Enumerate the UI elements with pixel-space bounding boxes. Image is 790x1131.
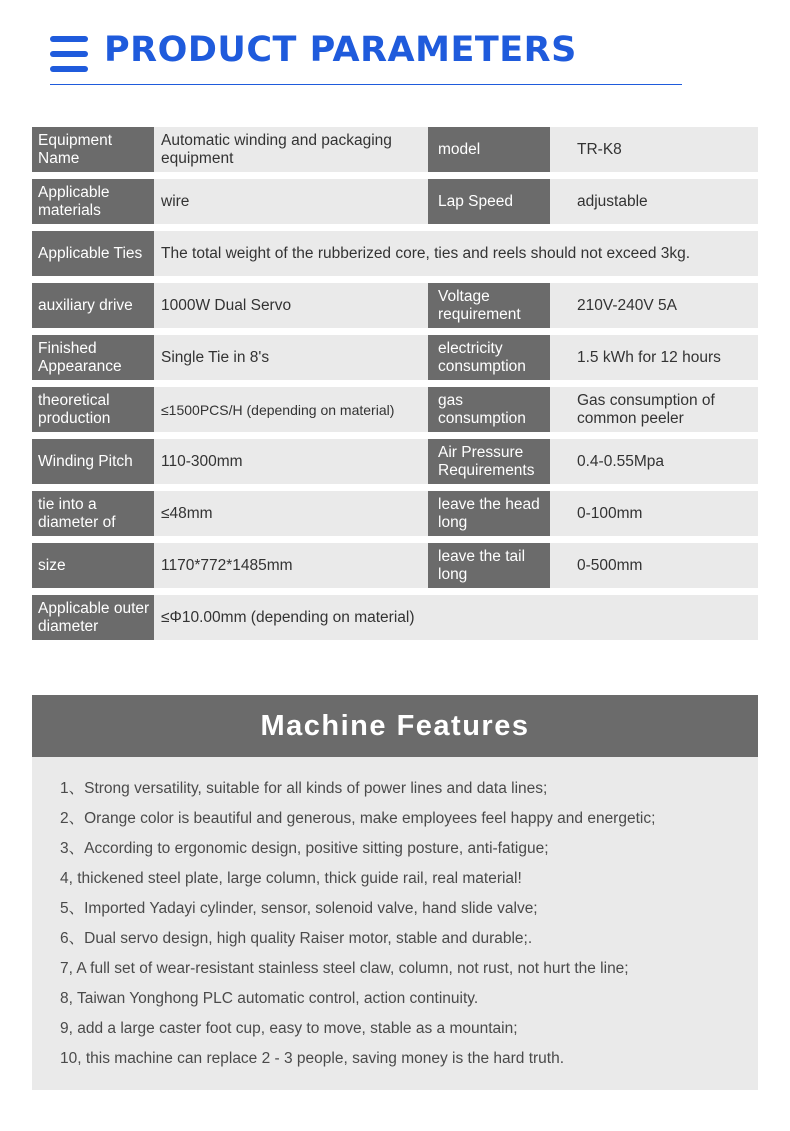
param-label: Lap Speed [428, 179, 550, 224]
param-value: 0-500mm [577, 556, 643, 574]
feature-item: 1、Strong versatility, suitable for all kinds of power lines and data lines; [60, 780, 548, 797]
param-value: adjustable [577, 192, 648, 210]
feature-item: 2、Orange color is beautiful and generous, make employees feel happy and energetic; [60, 810, 656, 827]
param-row [32, 387, 758, 432]
param-label: Voltage requirement [428, 283, 550, 328]
features-panel [32, 757, 758, 1090]
features-title: Machine Features [32, 695, 758, 757]
feature-item: 6、Dual servo design, high quality Raiser motor, stable and durable;. [60, 930, 533, 947]
feature-item: 7, A full set of wear-resistant stainless steel claw, column, not rust, not hurt the line; [60, 960, 629, 977]
param-row [32, 491, 758, 536]
param-label: Applicable outer diameter [32, 595, 154, 640]
param-label: Finished Appearance [32, 335, 154, 380]
param-label: model [428, 127, 550, 172]
param-label: Equipment Name [32, 127, 154, 172]
param-value: TR-K8 [577, 140, 622, 158]
param-row [32, 231, 758, 276]
param-value: 110-300mm [161, 452, 243, 470]
param-label: auxiliary drive [32, 283, 154, 328]
feature-item: 4, thickened steel plate, large column, thick guide rail, real material! [60, 870, 522, 887]
param-row [32, 283, 758, 328]
param-row [32, 595, 758, 640]
param-label: tie into a diameter of [32, 491, 154, 536]
param-label: gas consumption [428, 387, 550, 432]
menu-icon [50, 36, 88, 72]
param-row [32, 127, 758, 172]
param-row [32, 439, 758, 484]
param-label: Applicable Ties [32, 231, 154, 276]
param-row [32, 335, 758, 380]
feature-item: 8, Taiwan Yonghong PLC automatic control, action continuity. [60, 990, 479, 1007]
param-value: Single Tie in 8's [161, 348, 270, 366]
param-value: The total weight of the rubberized core, ties and reels should not exceed 3kg. [161, 244, 691, 262]
param-value: ≤1500PCS/H (depending on material) [161, 401, 395, 418]
param-value: 0.4-0.55Mpa [577, 452, 665, 470]
param-value: 1170*772*1485mm [161, 556, 293, 574]
features-list [60, 779, 655, 1079]
param-label: Winding Pitch [32, 439, 154, 484]
param-label: leave the head long [428, 491, 550, 536]
feature-item: 5、Imported Yadayi cylinder, sensor, solenoid valve, hand slide valve; [60, 900, 538, 917]
param-label: leave the tail long [428, 543, 550, 588]
param-value: Automatic winding and packaging equipment [161, 131, 392, 167]
param-value: ≤Φ10.00mm (depending on material) [161, 608, 415, 626]
feature-item: 10, this machine can replace 2 - 3 people, saving money is the hard truth. [60, 1050, 565, 1067]
feature-item: 3、According to ergonomic design, positive sitting posture, anti-fatigue; [60, 840, 549, 857]
param-row [32, 179, 758, 224]
param-value: wire [161, 192, 190, 210]
param-value: 210V-240V 5A [577, 296, 677, 314]
page-title: PRODUCT PARAMETERS [104, 30, 577, 70]
param-label: theoretical production [32, 387, 154, 432]
param-value: ≤48mm [161, 504, 213, 522]
page-header [0, 0, 790, 100]
feature-item: 9, add a large caster foot cup, easy to move, stable as a mountain; [60, 1020, 518, 1037]
param-label: size [32, 543, 154, 588]
param-label: electricity consumption [428, 335, 550, 380]
param-value: Gas consumption of common peeler [577, 391, 715, 427]
header-divider [50, 84, 682, 85]
param-value: 1.5 kWh for 12 hours [577, 348, 721, 366]
param-label: Applicable materials [32, 179, 154, 224]
param-value: 1000W Dual Servo [161, 296, 292, 314]
param-value: 0-100mm [577, 504, 643, 522]
param-label: Air Pressure Requirements [428, 439, 550, 484]
param-row [32, 543, 758, 588]
